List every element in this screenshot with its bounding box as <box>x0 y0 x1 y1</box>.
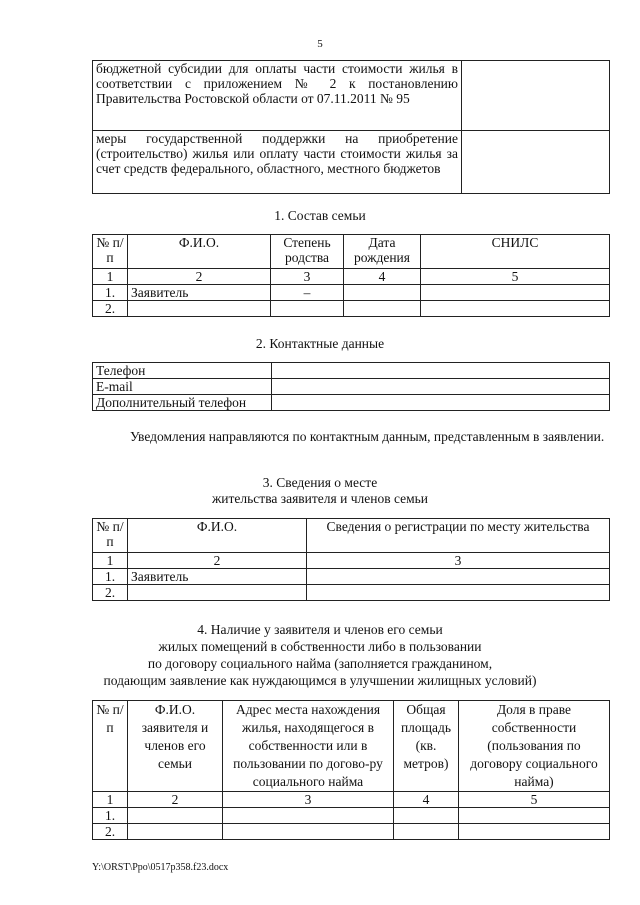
section4-title-line4: подающим заявление как нуждающимся в улучшении жилищных условий) <box>103 673 537 688</box>
fio-cell[interactable] <box>128 808 223 824</box>
header-registration: Сведения о регистрации по месту жительства <box>307 519 610 553</box>
row-number: 1. <box>93 569 128 585</box>
col-number: 1 <box>93 792 128 808</box>
table-row <box>93 285 610 301</box>
snils-cell[interactable] <box>421 285 610 301</box>
table-row <box>93 792 610 808</box>
col-number: 1 <box>93 269 128 285</box>
table-row <box>93 269 610 285</box>
table-row <box>93 569 610 585</box>
phone-field[interactable] <box>272 363 610 379</box>
fio-cell[interactable] <box>128 301 271 317</box>
col-number: 1 <box>93 553 128 569</box>
top-table <box>92 60 610 194</box>
share-cell[interactable] <box>459 808 610 824</box>
residence-table <box>92 518 610 601</box>
extra-phone-field[interactable] <box>272 395 610 411</box>
col-number: 5 <box>421 269 610 285</box>
support-value-field[interactable] <box>462 131 610 194</box>
fio-cell: Заявитель <box>128 285 271 301</box>
row-number: 2. <box>93 301 128 317</box>
table-row <box>93 301 610 317</box>
registration-cell[interactable] <box>307 585 610 601</box>
address-cell[interactable] <box>223 808 394 824</box>
section4-title-line3: по договору социального найма (заполняется гражданином, <box>147 656 493 671</box>
registration-cell[interactable] <box>307 569 610 585</box>
contacts-table <box>92 362 610 411</box>
table-row <box>93 395 610 411</box>
table-row <box>93 585 610 601</box>
area-cell[interactable] <box>394 824 459 840</box>
table-row <box>93 61 610 131</box>
birthdate-cell[interactable] <box>344 285 421 301</box>
col-number: 5 <box>459 792 610 808</box>
table-header-row <box>93 519 610 553</box>
support-text: меры государственной поддержки на приобретение (строительство) жилья или оплату части стоимости жилья за счет средств федерального, областного, местного бюджетов <box>93 131 462 194</box>
col-number: 2 <box>128 269 271 285</box>
table-row <box>93 808 610 824</box>
subsidy-value-field[interactable] <box>462 61 610 131</box>
header-num: № п/п <box>93 701 128 792</box>
fio-cell[interactable] <box>128 824 223 840</box>
row-number: 1. <box>93 285 128 301</box>
table-row <box>93 379 610 395</box>
header-num: № п/п <box>93 235 128 269</box>
table-header-row <box>93 701 610 792</box>
row-number: 1. <box>93 808 128 824</box>
header-area: Общая площадь (кв. метров) <box>394 701 459 792</box>
col-number: 2 <box>128 553 307 569</box>
email-field[interactable] <box>272 379 610 395</box>
fio-cell: Заявитель <box>128 569 307 585</box>
relation-cell: – <box>271 285 344 301</box>
snils-cell[interactable] <box>421 301 610 317</box>
col-number: 3 <box>271 269 344 285</box>
page-number: 5 <box>317 38 323 50</box>
notice-text: Уведомления направляются по контактным данным, представленным в заявлении. <box>130 429 605 444</box>
subsidy-text: бюджетной субсидии для оплаты части стоимости жилья в соответствии с приложением № 2 к постановлению Правительства Ростовской области от 07.11.2011 № 95 <box>93 61 462 131</box>
col-number: 3 <box>307 553 610 569</box>
family-table <box>92 234 610 317</box>
extra-phone-label: Дополнительный телефон <box>93 395 272 411</box>
housing-table <box>92 700 610 840</box>
header-fio: Ф.И.О. <box>128 235 271 269</box>
col-number: 4 <box>344 269 421 285</box>
section3-title-line1: 3. Сведения о месте <box>262 475 378 490</box>
header-birthdate: Дата рождения <box>344 235 421 269</box>
table-row <box>93 824 610 840</box>
footer-file-path: Y:\ORST\Ppo\0517p358.f23.docx <box>92 862 229 873</box>
email-label: E-mail <box>93 379 272 395</box>
table-row <box>93 363 610 379</box>
table-header-row <box>93 235 610 269</box>
col-number: 2 <box>128 792 223 808</box>
row-number: 2. <box>93 585 128 601</box>
section2-title: 2. Контактные данные <box>255 336 385 351</box>
section3-title-line2: жительства заявителя и членов семьи <box>211 491 429 506</box>
header-snils: СНИЛС <box>421 235 610 269</box>
header-address: Адрес места нахождения жилья, находящегося в собственности или в пользовании по догово-ру социального найма <box>223 701 394 792</box>
fio-cell[interactable] <box>128 585 307 601</box>
header-fio: Ф.И.О. заявителя и членов его семьи <box>128 701 223 792</box>
section4-title-line2: жилых помещений в собственности либо в пользовании <box>158 639 482 654</box>
table-row <box>93 553 610 569</box>
section4-title-line1: 4. Наличие у заявителя и членов его семьи <box>197 622 443 637</box>
section1-title: 1. Состав семьи <box>274 208 366 223</box>
table-row <box>93 131 610 194</box>
header-num: № п/п <box>93 519 128 553</box>
col-number: 4 <box>394 792 459 808</box>
header-fio: Ф.И.О. <box>128 519 307 553</box>
relation-cell[interactable] <box>271 301 344 317</box>
row-number: 2. <box>93 824 128 840</box>
area-cell[interactable] <box>394 808 459 824</box>
share-cell[interactable] <box>459 824 610 840</box>
header-relation: Степень родства <box>271 235 344 269</box>
address-cell[interactable] <box>223 824 394 840</box>
phone-label: Телефон <box>93 363 272 379</box>
col-number: 3 <box>223 792 394 808</box>
header-share: Доля в праве собственности (пользования по договору социального найма) <box>459 701 610 792</box>
birthdate-cell[interactable] <box>344 301 421 317</box>
